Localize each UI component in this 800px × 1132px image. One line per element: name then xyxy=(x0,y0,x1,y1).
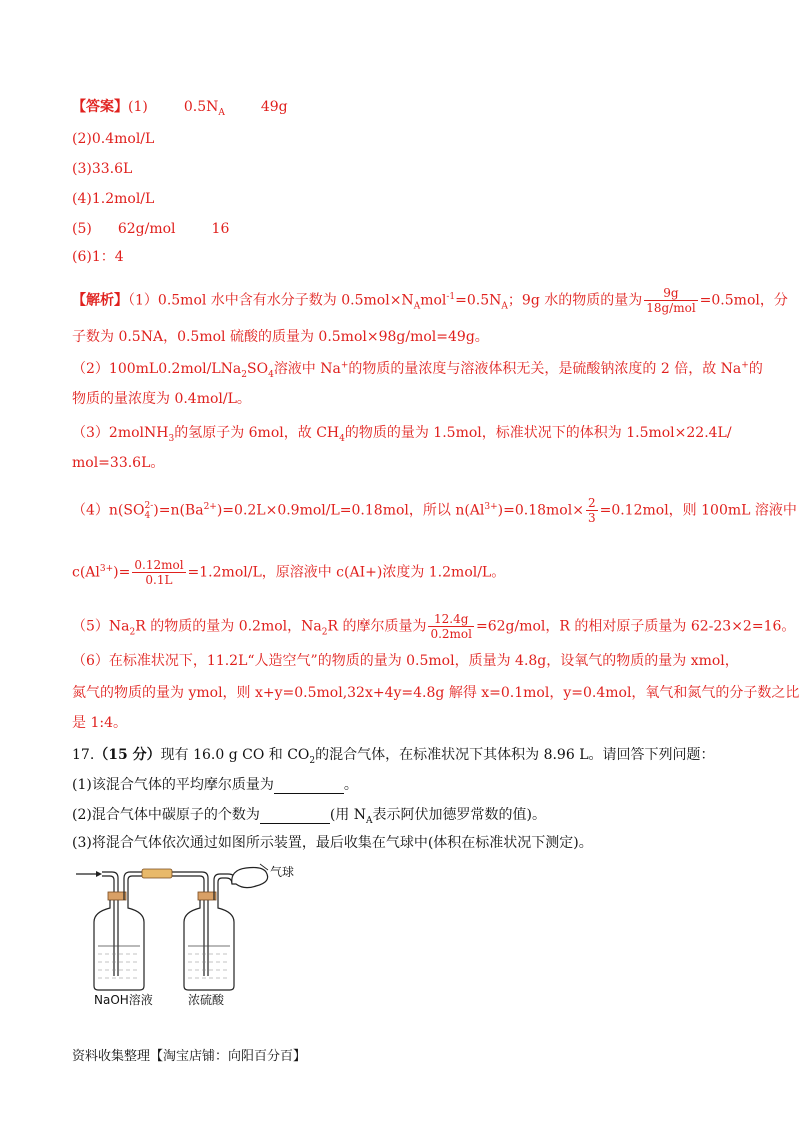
text: )=n(Ba xyxy=(153,502,204,519)
superscript: + xyxy=(741,360,749,371)
text: 的 xyxy=(748,361,763,377)
question17-stem xyxy=(72,746,715,764)
text: 的物质的量浓度与溶液体积无关，是硫酸钠浓度的 2 倍，故 Na xyxy=(348,361,742,377)
text: 溶液中 Na xyxy=(273,361,341,377)
fraction-denominator: 3 xyxy=(587,511,596,525)
text: 的物质的量为 1.5mol，标准状况下的体积为 1.5mol×22.4L/ xyxy=(344,425,732,441)
subscript: 2 xyxy=(241,369,247,380)
analysis-p6-line1 xyxy=(72,652,739,670)
answer-blank[interactable] xyxy=(274,779,344,794)
answer-value: 62g/mol xyxy=(117,221,176,237)
analysis-p4-line1 xyxy=(72,496,797,525)
bottle-acid-label: 浓硫酸 xyxy=(188,993,225,1007)
fraction-numerator: 2 xyxy=(587,496,596,510)
fraction xyxy=(586,496,598,525)
text: 现有 16.0 g CO 和 CO xyxy=(160,747,310,763)
connecting-tube xyxy=(124,872,208,976)
text: c(Al xyxy=(72,564,100,581)
analysis-p2-line1 xyxy=(72,360,763,378)
question17-q3 xyxy=(72,834,593,852)
text: )= xyxy=(113,564,131,581)
subscript: 2 xyxy=(321,627,328,638)
fraction-numerator: 0.12mol xyxy=(134,558,184,572)
text: 是 1:4。 xyxy=(72,715,127,731)
superscript: + xyxy=(340,360,349,371)
question17-q1 xyxy=(72,776,358,794)
connecting-tube-inner xyxy=(128,876,204,976)
answer-label: (5) xyxy=(72,221,92,237)
text: (1)该混合气体的平均摩尔质量为 xyxy=(72,777,274,793)
answer-tag: 【答案】 xyxy=(72,99,128,115)
superscript: 3+ xyxy=(484,501,498,512)
text: （3）2molNH xyxy=(72,425,169,441)
footer xyxy=(72,1048,306,1066)
answer-label: (4) xyxy=(72,191,92,207)
question-number: 17. xyxy=(72,747,95,763)
text: =0.5mol，分 xyxy=(699,292,788,309)
answer-value: 49g xyxy=(260,99,288,115)
question17-q2 xyxy=(72,806,546,824)
text: )=0.2L×0.9mol/L=0.18mol，所以 n(Al xyxy=(216,502,485,519)
balloon-label: 气球 xyxy=(270,865,295,879)
subscript: A xyxy=(501,301,508,312)
subscript: 2 xyxy=(309,755,316,766)
subscript: 2 xyxy=(129,627,136,638)
analysis-p1-line1 xyxy=(72,286,788,315)
subscript: 4 xyxy=(144,510,151,521)
subscript: A xyxy=(413,301,421,312)
text: R 的物质的量为 0.2mol，Na xyxy=(135,618,322,635)
answer-line-5 xyxy=(72,220,229,238)
analysis-p2-line2 xyxy=(72,390,251,408)
text: =0.12mol，则 100mL 溶液中 xyxy=(599,502,797,519)
answer-label: (3) xyxy=(72,161,92,177)
fraction-denominator: 18g/mol xyxy=(646,301,696,315)
analysis-p4-line2 xyxy=(72,558,505,587)
stopper xyxy=(108,892,126,900)
text: ；9g 水的物质的量为 xyxy=(507,292,643,309)
text: =1.2mol/L，原溶液中 c(AI+)浓度为 1.2mol/L。 xyxy=(187,564,506,581)
superscript: -1 xyxy=(446,291,456,302)
answer-blank[interactable] xyxy=(260,809,330,824)
apparatus-figure xyxy=(72,858,322,1007)
answer-value: 0.5N xyxy=(183,99,219,115)
inlet-tube-inner xyxy=(102,876,114,976)
analysis-p6-line3 xyxy=(72,714,127,732)
answer-line-3 xyxy=(72,160,132,178)
text: （4）n(SO xyxy=(72,502,145,519)
rubber-connector xyxy=(142,869,172,878)
answer-label: (6) xyxy=(72,249,92,265)
text: 物质的量浓度为 0.4mol/L。 xyxy=(72,391,251,407)
superscript: 2+ xyxy=(203,501,217,512)
subscript: 4 xyxy=(339,433,345,444)
text: （5）Na xyxy=(72,618,130,635)
answer-value: 16 xyxy=(211,221,230,237)
fraction xyxy=(132,558,185,587)
superscript: 3+ xyxy=(99,563,114,574)
bottle-naoh-label: NaOH溶液 xyxy=(94,993,153,1007)
text: 。 xyxy=(343,777,358,793)
inlet-tube xyxy=(102,872,118,976)
balloon xyxy=(232,868,268,888)
fraction-numerator: 9g xyxy=(644,286,697,301)
superscript: 2- xyxy=(144,500,154,511)
text: SO xyxy=(247,361,269,377)
answer-label: (1) xyxy=(128,99,148,115)
text: R 的摩尔质量为 xyxy=(327,618,427,635)
analysis-p6-line2 xyxy=(72,684,799,702)
ion-charge xyxy=(144,501,153,521)
text: （1）0.5mol 水中含有水分子数为 0.5mol×N xyxy=(128,292,414,309)
answer-line-1 xyxy=(72,98,288,116)
text: =62g/mol，R 的相对原子质量为 62-23×2=16。 xyxy=(476,618,796,635)
answer-line-2 xyxy=(72,130,154,148)
bottle-outline xyxy=(94,900,144,990)
subscript: A xyxy=(366,815,373,826)
fraction-denominator: 0.2mol xyxy=(430,627,472,641)
text: 氮气的物质的量为 ymol，则 x+y=0.5mol,32x+4y=4.8g 解得 x=0.1mol，y=0.4mol，氧气和氮气的分子数之比 xyxy=(72,685,800,701)
text: 的氢原子为 6mol，故 CH xyxy=(174,425,340,441)
text: （2）100mL0.2mol/LNa xyxy=(72,361,242,377)
analysis-p5-line1 xyxy=(72,612,795,641)
text: )=0.18mol× xyxy=(497,502,584,519)
analysis-p3-line2 xyxy=(72,454,164,472)
fraction xyxy=(644,286,697,315)
analysis-p1-line2 xyxy=(72,328,489,346)
analysis-tag: 【解析】 xyxy=(72,292,128,309)
text: mol=33.6L。 xyxy=(72,455,165,471)
answer-line-6 xyxy=(72,248,124,266)
footer-text: 资料收集整理【淘宝店铺：向阳百分百】 xyxy=(72,1049,307,1064)
answer-value: 1：4 xyxy=(91,249,124,265)
text: (3)将混合气体依次通过如图所示装置，最后收集在气球中(体积在标准状况下测定)。 xyxy=(72,835,593,851)
fraction-numerator: 12.4g xyxy=(428,612,474,627)
bottle-sulfuric-acid xyxy=(184,892,234,990)
fraction xyxy=(428,612,474,641)
text: =0.5N xyxy=(455,292,502,309)
question-score: （15 分） xyxy=(94,747,161,763)
text: (2)混合气体中碳原子的个数为 xyxy=(72,807,260,823)
answer-value: 1.2mol/L xyxy=(91,191,155,207)
text: 的混合气体，在标准状况下其体积为 8.96 L。请回答下列问题： xyxy=(315,747,715,763)
text: 子数为 0.5NA，0.5mol 硫酸的质量为 0.5mol×98g/mol=49g。 xyxy=(72,329,489,345)
subscript: 4 xyxy=(268,369,274,380)
stopper xyxy=(198,892,216,900)
answer-value: 0.4mol/L xyxy=(91,131,155,147)
answer-label: (2) xyxy=(72,131,92,147)
text: mol xyxy=(420,292,447,309)
text: (用 N xyxy=(329,807,367,823)
answer-subscript: A xyxy=(218,107,225,118)
bottle-naoh xyxy=(94,892,144,990)
fraction-denominator: 0.1L xyxy=(145,573,173,587)
arrow-head-icon xyxy=(96,871,102,877)
answer-value: 33.6L xyxy=(91,161,133,177)
text: （6）在标准状况下，11.2L“人造空气”的物质的量为 0.5mol，质量为 4.8g，设氧气的物质的量为 xmol， xyxy=(72,653,739,669)
text: 表示阿伏加德罗常数的值)。 xyxy=(372,807,546,823)
outlet-tube-inner xyxy=(218,878,232,900)
subscript: 3 xyxy=(168,433,175,444)
analysis-p3-line1 xyxy=(72,424,732,442)
bottle-outline xyxy=(184,900,234,990)
answer-line-4 xyxy=(72,190,154,208)
